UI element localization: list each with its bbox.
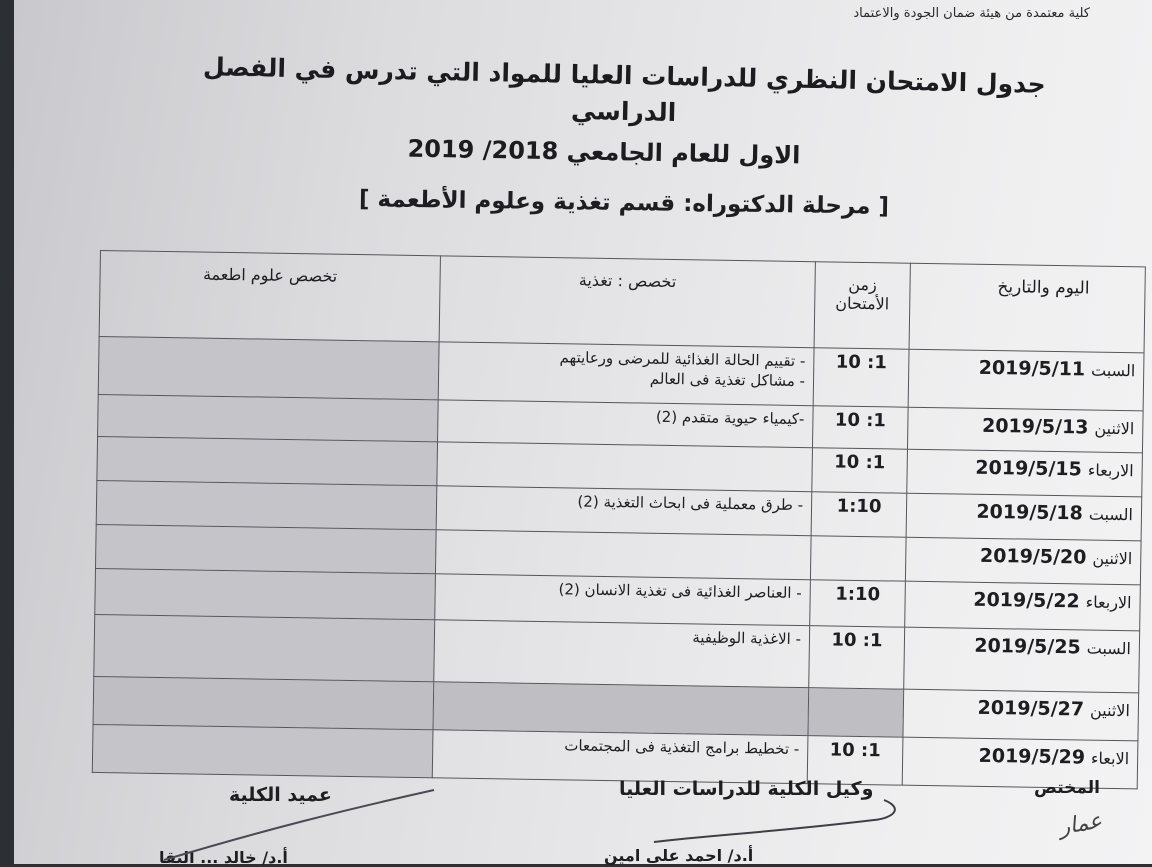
document-title-line2: الاول للعام الجامعي 2018/ 2019 (407, 134, 801, 170)
exam-date: 2019/5/11 (978, 356, 1086, 381)
cell-exam-time: 1:10 (810, 580, 906, 627)
dean-name: أ.د/ خالد ... النقا (159, 848, 288, 867)
exam-date: 2019/5/20 (979, 544, 1087, 569)
cell-nutrition-course: - طرق معملية فى ابحاث التغذية (2) (436, 486, 812, 536)
header-food-science: تخصص علوم اطعمة (99, 251, 440, 342)
header-time: زمن الأمتحان (814, 262, 910, 349)
cell-exam-time: 1:10 (811, 492, 907, 537)
vice-dean-name: أ.د/ احمد على امين (604, 846, 754, 865)
exam-date: 2019/5/18 (976, 500, 1084, 525)
cell-exam-time: 10 :1 (807, 736, 903, 785)
header-day: اليوم والتاريخ (909, 263, 1145, 353)
document-sheet (14, 0, 1152, 867)
cell-nutrition-course: - تقييم الحالة الغذائية للمرضى ورعايتهم - مشاكل تغذية فى العالم (438, 342, 814, 406)
vice-dean-signature-label: وكيل الكلية للدراسات العليا (619, 778, 874, 800)
exam-date: 2019/5/29 (978, 744, 1086, 769)
cell-nutrition-course: - العناصر الغذائية فى تغذية الانسان (2) (435, 574, 811, 626)
cell-exam-time: 10 :1 (809, 626, 905, 689)
cell-nutrition-course: - الاغذية الوظيفية (434, 620, 810, 688)
day-name: الاثنين (1092, 548, 1133, 569)
cell-exam-time: 10 :1 (812, 406, 908, 449)
day-name: الاثنين (1094, 418, 1135, 439)
cell-exam-time: 10 :1 (813, 348, 909, 407)
day-name: الاربعاء (1085, 592, 1132, 613)
day-name: الاربعاء (1087, 460, 1134, 481)
day-name: السبت (1090, 360, 1136, 381)
signature-strokes (14, 0, 1152, 864)
cell-nutrition-course: - تخطيط برامج التغذية فى المجتمعات (432, 730, 808, 784)
day-name: السبت (1088, 504, 1134, 525)
handwritten-signature: عمار (1057, 808, 1105, 841)
exam-date: 2019/5/27 (977, 696, 1085, 721)
cell-exam-time: 10 :1 (812, 448, 908, 493)
header-nutrition: تخصص : تغذية (439, 256, 815, 348)
day-name: السبت (1086, 638, 1132, 659)
specialist-signature-label: المختص (1034, 778, 1100, 798)
document-title: جدول الامتحان النظري للدراسات العليا للمواد التي تدرس في الفصل الدراسي (202, 52, 1046, 128)
accreditation-note: كلية معتمدة من هيئة ضمان الجودة والاعتماد (853, 6, 1090, 21)
exam-date: 2019/5/25 (974, 634, 1081, 659)
exam-date: 2019/5/22 (973, 588, 1080, 613)
dean-signature-label: عميد الكلية (229, 784, 332, 806)
document-subtitle: [ مرحلة الدكتوراه: قسم تغذية وعلوم الأطعمة ] (358, 186, 890, 220)
day-name: الابعاء (1090, 748, 1130, 769)
exam-date: 2019/5/13 (981, 414, 1089, 439)
day-name: الاثنين (1089, 700, 1131, 721)
exam-date: 2019/5/15 (975, 456, 1082, 481)
cell-nutrition-course: -كيمياء حيوية متقدم (2) (438, 400, 814, 448)
